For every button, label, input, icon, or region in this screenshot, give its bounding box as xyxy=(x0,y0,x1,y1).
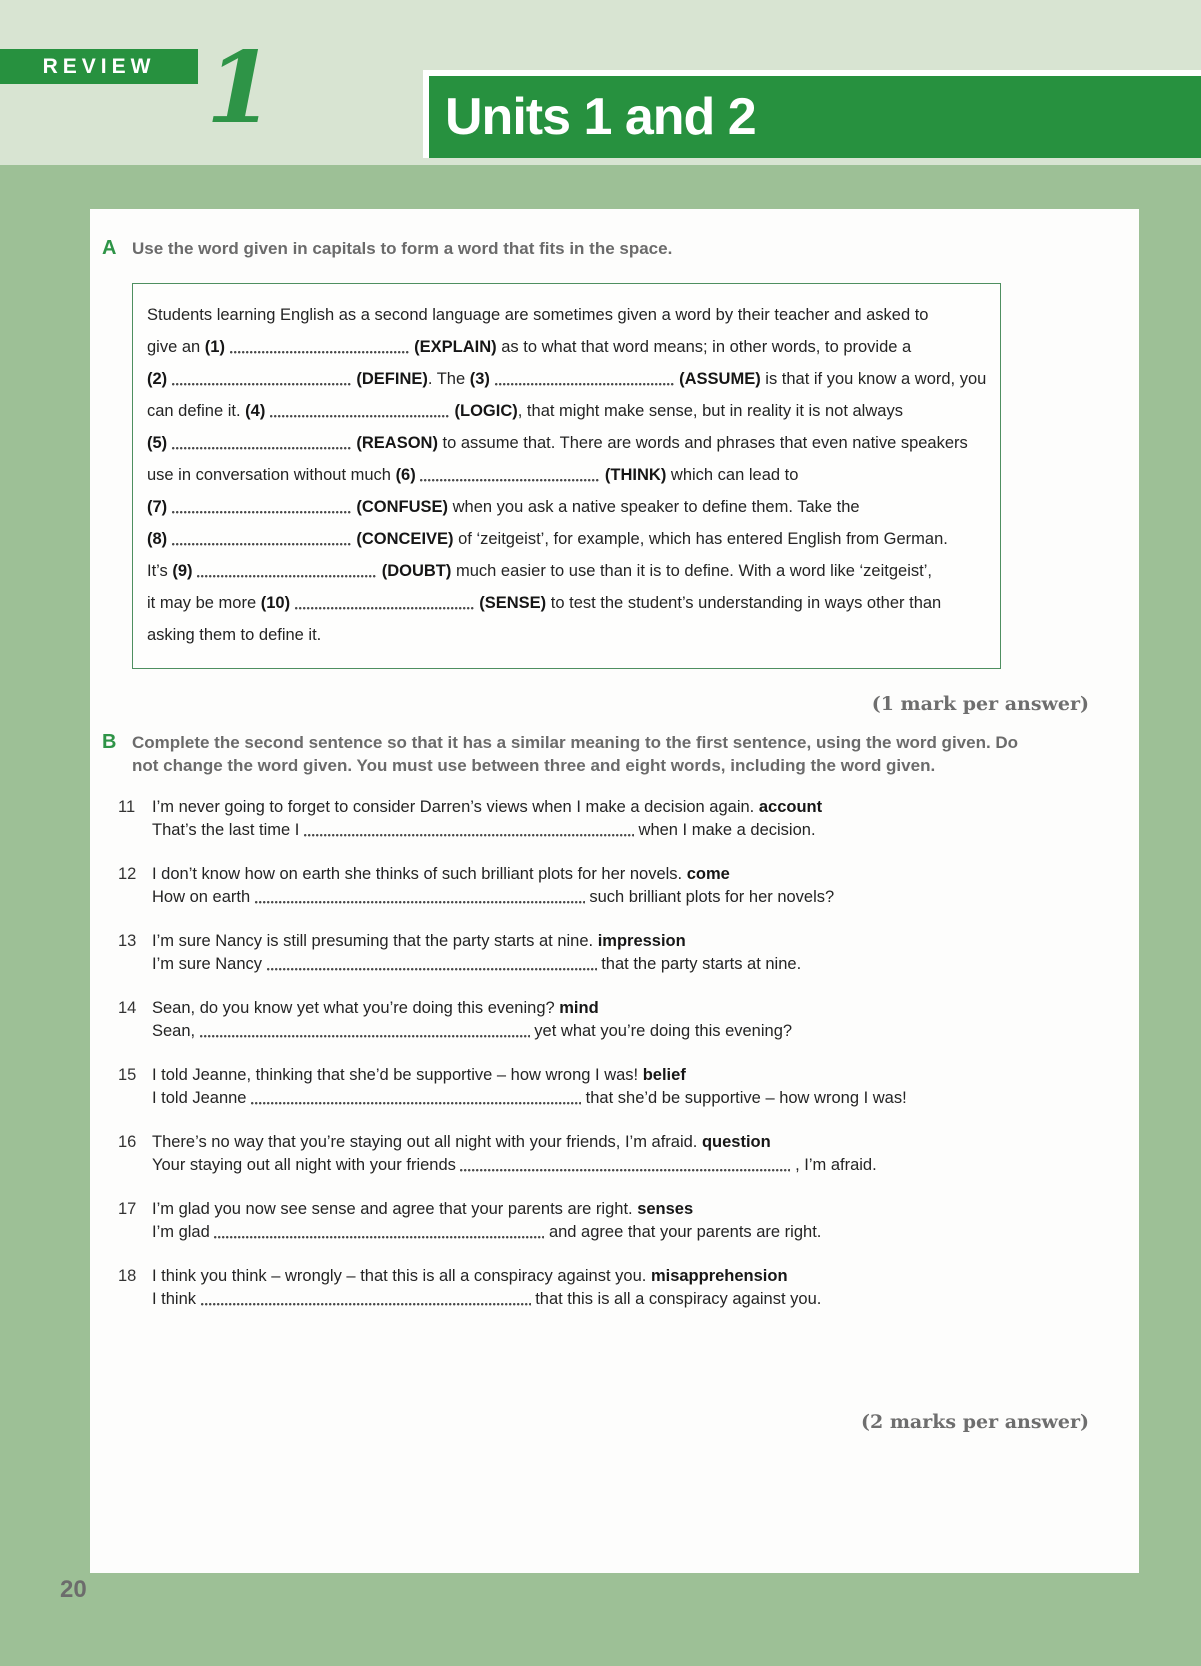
item-body xyxy=(152,930,801,976)
keyword-bold: (CONFUSE) xyxy=(356,497,449,516)
keyword-bold: (4) xyxy=(245,401,266,420)
keyword-bold: (10) xyxy=(260,593,291,612)
section-b-instruction: Complete the second sentence so that it has a similar meaning to the first sentence, using the word given. Do not change the word given. You must use between three and eight words, including the word given. xyxy=(132,732,1019,775)
review-badge xyxy=(0,49,198,84)
section-a-marks: (1 mark per answer) xyxy=(871,692,1089,715)
item-answer-line: That’s the last time I when I make a decision. xyxy=(152,820,816,839)
keyword-bold: (DOUBT) xyxy=(381,561,452,580)
answer-blank xyxy=(251,1092,581,1105)
keyword-bold: (2) xyxy=(147,369,168,388)
answer-blank xyxy=(172,501,352,514)
keyword-bold: (THINK) xyxy=(604,465,667,484)
exercise-b-items xyxy=(118,796,1139,1311)
passage-line: (2) (DEFINE). The (3) (ASSUME) is that if you know a word, you xyxy=(147,369,987,388)
item-body xyxy=(152,1265,821,1311)
exercise-a-passage-box xyxy=(132,283,1001,669)
item-sentence: I’m never going to forget to consider Darren’s views when I make a decision again. account xyxy=(152,797,823,816)
answer-blank xyxy=(495,373,675,386)
answer-blank xyxy=(460,1159,790,1172)
answer-blank xyxy=(214,1226,544,1239)
keyword-bold: (8) xyxy=(147,529,168,548)
keyword-bold: (SENSE) xyxy=(479,593,547,612)
exercise-item xyxy=(118,1198,1139,1244)
passage-line: (7) (CONFUSE) when you ask a native speaker to define them. Take the xyxy=(147,497,860,516)
page-number: 20 xyxy=(60,1576,87,1603)
exercise-item xyxy=(118,1064,1139,1110)
section-b-marks: (2 marks per answer) xyxy=(861,1410,1089,1433)
section-a-instruction: Use the word given in capitals to form a word that fits in the space. xyxy=(132,239,673,258)
passage-line: asking them to define it. xyxy=(147,625,322,644)
item-keyword: question xyxy=(701,1132,771,1151)
item-sentence: I think you think – wrongly – that this is all a conspiracy against you. misapprehension xyxy=(152,1266,788,1285)
keyword-bold: (CONCEIVE) xyxy=(356,529,454,548)
passage-line: use in conversation without much (6) (THINK) which can lead to xyxy=(147,465,799,484)
answer-blank xyxy=(295,597,475,610)
item-answer-line: Sean, yet what you’re doing this evening? xyxy=(152,1021,793,1040)
keyword-bold: (9) xyxy=(172,561,193,580)
keyword-bold: (3) xyxy=(469,369,490,388)
item-number: 17 xyxy=(118,1199,137,1218)
item-body xyxy=(152,997,792,1043)
exercise-item xyxy=(118,1265,1139,1311)
page-title: Units 1 and 2 xyxy=(445,88,756,146)
item-number: 13 xyxy=(118,931,137,950)
item-number: 11 xyxy=(118,797,136,816)
exercise-item xyxy=(118,1131,1139,1177)
answer-blank xyxy=(172,533,352,546)
answer-blank xyxy=(420,469,600,482)
item-number: 15 xyxy=(118,1065,137,1084)
passage-line: give an (1) (EXPLAIN) as to what that word means; in other words, to provide a xyxy=(147,337,912,356)
section-b-letter: B xyxy=(102,730,117,753)
exercise-item xyxy=(118,997,1139,1043)
item-body xyxy=(152,1131,877,1177)
units-title-banner xyxy=(423,70,1201,158)
item-number: 12 xyxy=(118,864,137,883)
item-keyword: misapprehension xyxy=(650,1266,788,1285)
passage-line: can define it. (4) (LOGIC), that might make sense, but in reality it is not always xyxy=(147,401,903,420)
item-sentence: I’m sure Nancy is still presuming that the party starts at nine. impression xyxy=(152,931,686,950)
answer-blank xyxy=(197,565,377,578)
answer-blank xyxy=(304,824,634,837)
item-answer-line: I’m sure Nancy that the party starts at nine. xyxy=(152,954,802,973)
item-body xyxy=(152,1064,907,1110)
answer-blank xyxy=(201,1293,531,1306)
passage-line: It’s (9) (DOUBT) much easier to use than it is to define. With a word like ‘zeitgeist’, xyxy=(147,561,932,580)
item-answer-line: Your staying out all night with your friends , I’m afraid. xyxy=(152,1155,877,1174)
item-sentence: I don’t know how on earth she thinks of such brilliant plots for her novels. come xyxy=(152,864,730,883)
item-keyword: belief xyxy=(642,1065,686,1084)
passage-line: (5) (REASON) to assume that. There are words and phrases that even native speakers xyxy=(147,433,968,452)
item-body xyxy=(152,1198,821,1244)
passage-line: it may be more (10) (SENSE) to test the student’s understanding in ways other than xyxy=(147,593,942,612)
keyword-bold: (ASSUME) xyxy=(679,369,761,388)
keyword-bold: (REASON) xyxy=(356,433,438,452)
answer-blank xyxy=(267,958,597,971)
item-keyword: mind xyxy=(559,998,599,1017)
exercise-item xyxy=(118,796,1139,842)
passage-line: (8) (CONCEIVE) of ‘zeitgeist’, for example, which has entered English from German. xyxy=(147,529,948,548)
item-number: 14 xyxy=(118,998,137,1017)
answer-blank xyxy=(200,1025,530,1038)
item-answer-line: How on earth such brilliant plots for her novels? xyxy=(152,887,835,906)
item-sentence: Sean, do you know yet what you’re doing this evening? mind xyxy=(152,998,599,1017)
section-a-letter: A xyxy=(102,237,117,259)
answer-blank xyxy=(270,405,450,418)
exercise-item xyxy=(118,863,1139,909)
item-answer-line: I think that this is all a conspiracy against you. xyxy=(152,1289,822,1308)
item-sentence: I told Jeanne, thinking that she’d be supportive – how wrong I was! belief xyxy=(152,1065,686,1084)
answer-blank xyxy=(255,891,585,904)
item-body xyxy=(152,796,822,842)
item-number: 18 xyxy=(118,1266,137,1285)
keyword-bold: (1) xyxy=(204,337,225,356)
item-sentence: There’s no way that you’re staying out all night with your friends, I’m afraid. question xyxy=(152,1132,771,1151)
keyword-bold: (6) xyxy=(395,465,416,484)
answer-blank xyxy=(172,437,352,450)
keyword-bold: (EXPLAIN) xyxy=(414,337,497,356)
answer-blank xyxy=(172,373,352,386)
section-a-heading xyxy=(102,209,1139,261)
item-keyword: come xyxy=(686,864,730,883)
keyword-bold: (LOGIC) xyxy=(454,401,518,420)
item-keyword: impression xyxy=(597,931,686,950)
item-answer-line: I’m glad and agree that your parents are right. xyxy=(152,1222,822,1241)
content-card xyxy=(90,209,1139,1573)
section-b-heading xyxy=(102,731,1139,778)
item-body xyxy=(152,863,834,909)
keyword-bold: (DEFINE) xyxy=(356,369,428,388)
keyword-bold: (7) xyxy=(147,497,168,516)
exercise-item xyxy=(118,930,1139,976)
keyword-bold: (5) xyxy=(147,433,168,452)
answer-blank xyxy=(230,341,410,354)
review-label: REVIEW xyxy=(42,55,156,78)
passage-line: Students learning English as a second language are sometimes given a word by their teacher and asked to xyxy=(147,305,929,324)
item-keyword: senses xyxy=(637,1199,694,1218)
item-sentence: I’m glad you now see sense and agree that your parents are right. senses xyxy=(152,1199,694,1218)
item-keyword: account xyxy=(758,797,823,816)
item-answer-line: I told Jeanne that she’d be supportive – how wrong I was! xyxy=(152,1088,907,1107)
review-number: 1 xyxy=(206,31,275,146)
item-number: 16 xyxy=(118,1132,137,1151)
